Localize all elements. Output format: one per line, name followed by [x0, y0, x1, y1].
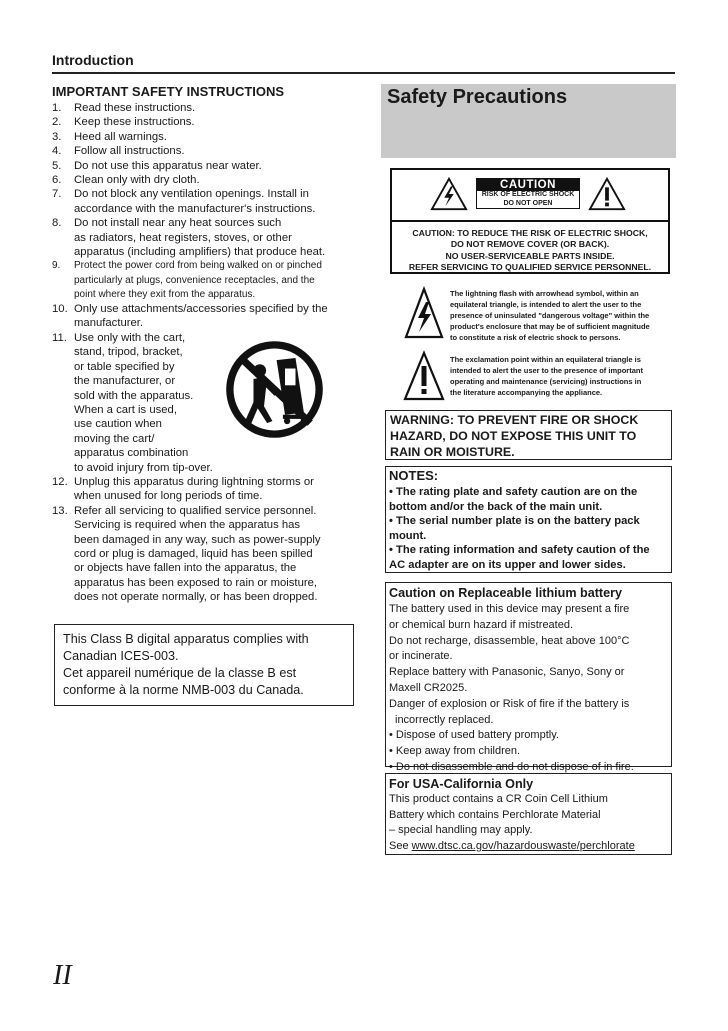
notes-title: NOTES: — [389, 468, 439, 483]
caution-text: CAUTION: TO REDUCE THE RISK OF ELECTRIC SHOCK, DO NOT REMOVE COVER (OR BACK). NO USER-SERVICEABLE PARTS INSIDE. REFER SERVICING TO QUALIFIED SERVICE PERSONNEL. — [408, 228, 652, 273]
exclamation-triangle-icon — [588, 176, 626, 212]
page-number: II — [53, 960, 72, 991]
header-rule — [52, 72, 675, 74]
lithium-battery-caution-box: Caution on Replaceable lithium battery The battery used in this device may present a fire or chemical burn hazard if mistreated. Do not recharge, disassemble, heat above 100°C or incinerate. Replace battery with Panasonic, Sanyo, Sony or Maxell CR2025. Danger of explosion or Risk of fire if the battery is incorrectly replaced. • Dispose of used battery promptly. • Keep away from children. • Do not disassemble and do not dispose of in fire. — [385, 582, 672, 767]
list-item: 1. Read these instructions. — [52, 102, 196, 114]
canada-compliance-box: This Class B digital apparatus complies with Canadian ICES-003. Cet appareil numérique de la classe B est conforme à la norme NMB-003 du Canada. — [54, 624, 354, 706]
warning-box: WARNING: TO PREVENT FIRE OR SHOCK HAZARD, DO NOT EXPOSE THIS UNIT TO RAIN OR MOISTURE. — [385, 410, 672, 460]
section-header: Introduction — [52, 52, 134, 68]
caution-label: CAUTION RISK OF ELECTRIC SHOCK DO NOT OPEN CAUTION: TO REDUCE THE RISK OF ELECTRIC SHOCK, DO NOT REMOVE COVER (OR BACK). NO USER-SERVICEABLE PARTS INSIDE. REFER SERVICING TO QUALIFIED SERVICE PERSONNEL. — [390, 168, 670, 274]
list-item: 10. Only use attachments/accessories specified by the manufacturer. — [52, 303, 328, 330]
exclamation-symbol-explanation: The exclamation point within an equilateral triangle is intended to alert the user to the presence of important operating and maintenance (servicing) instructions in the literature accompanying the appliance. — [390, 350, 676, 406]
list-item: 7. Do not block any ventilation openings. Install in accordance with the manufacturer's instructions. — [52, 188, 316, 215]
list-item: 3. Heed all warnings. — [52, 130, 167, 143]
list-item: • The rating information and safety caution of the AC adapter are on its upper and lower sides. — [389, 544, 650, 571]
list-item: 9. Protect the power cord from being walked on or pinched particularly at plugs, convenience receptacles, and the point where they exit from the apparatus. — [52, 260, 322, 300]
lightning-symbol-explanation: The lightning flash with arrowhead symbol, within an equilateral triangle, is intended to alert the user to the presence of uninsulated "dangerous voltage" within the product's enclosure that may be of sufficient magnitude to constitute a risk of electric shock to persons. — [390, 286, 676, 346]
list-item: 4. Follow all instructions. — [52, 145, 185, 158]
list-item: 5. Do not use this apparatus near water. — [52, 159, 262, 172]
lithium-title: Caution on Replaceable lithium battery — [389, 586, 623, 600]
list-item: 2. Keep these instructions. — [52, 116, 195, 129]
list-item: • Keep away from children. — [389, 745, 521, 758]
safety-precautions-banner — [381, 84, 676, 158]
list-item: • The serial number plate is on the battery pack mount. — [389, 515, 640, 542]
list-item: • The rating plate and safety caution are on the bottom and/or the back of the main unit. — [389, 486, 638, 513]
important-safety-instructions — [52, 84, 350, 605]
perchlorate-link[interactable]: www.dtsc.ca.gov/hazardouswaste/perchlorate — [411, 839, 635, 852]
list-item: • Do not disassemble and do not dispose of in fire. — [389, 760, 634, 773]
usa-california-box: For USA-California Only This product contains a CR Coin Cell Lithium Battery which contains Perchlorate Material – special handling may apply. See www.dtsc.ca.gov/hazardouswaste/perchlorate — [385, 773, 672, 855]
safety-title: Safety Precautions — [387, 86, 568, 108]
cart-warning-icon — [222, 337, 327, 442]
lightning-triangle-icon — [430, 176, 468, 212]
list-item: 6. Clean only with dry cloth. — [52, 174, 200, 187]
exclamation-triangle-icon — [402, 350, 446, 402]
list-item: 13. Refer all servicing to qualified service personnel. Servicing is required when the apparatus has been damaged in any way, such as power-supply cord or plug is damaged, liquid has been spilled or objects have fallen into the apparatus, the apparatus has been exposed to rain or moisture, does not operate normally, or has been dropped. — [52, 504, 321, 604]
notes-box — [385, 466, 672, 573]
instructions-title: IMPORTANT SAFETY INSTRUCTIONS — [52, 84, 285, 99]
lightning-triangle-icon — [404, 286, 444, 340]
instructions-list — [52, 101, 350, 605]
list-item: 11. Use only with the cart, stand, tripod, bracket, or table specified by the manufacturer, or sold with the apparatus. When a cart is used, use caution when moving the cart/ apparatus combination to avoid injury from tip-over. — [52, 331, 350, 475]
list-item: 12. Unplug this apparatus during lightning storms or when unused for long periods of time. — [52, 475, 314, 503]
list-item: 8. Do not install near any heat sources such as radiators, heat registers, stoves, or other apparatus (including amplifiers) that produce heat. — [52, 217, 326, 259]
list-item: • Dispose of used battery promptly. — [389, 729, 559, 742]
caution-word: CAUTION — [477, 179, 579, 191]
usa-title: For USA-California Only — [389, 777, 534, 791]
